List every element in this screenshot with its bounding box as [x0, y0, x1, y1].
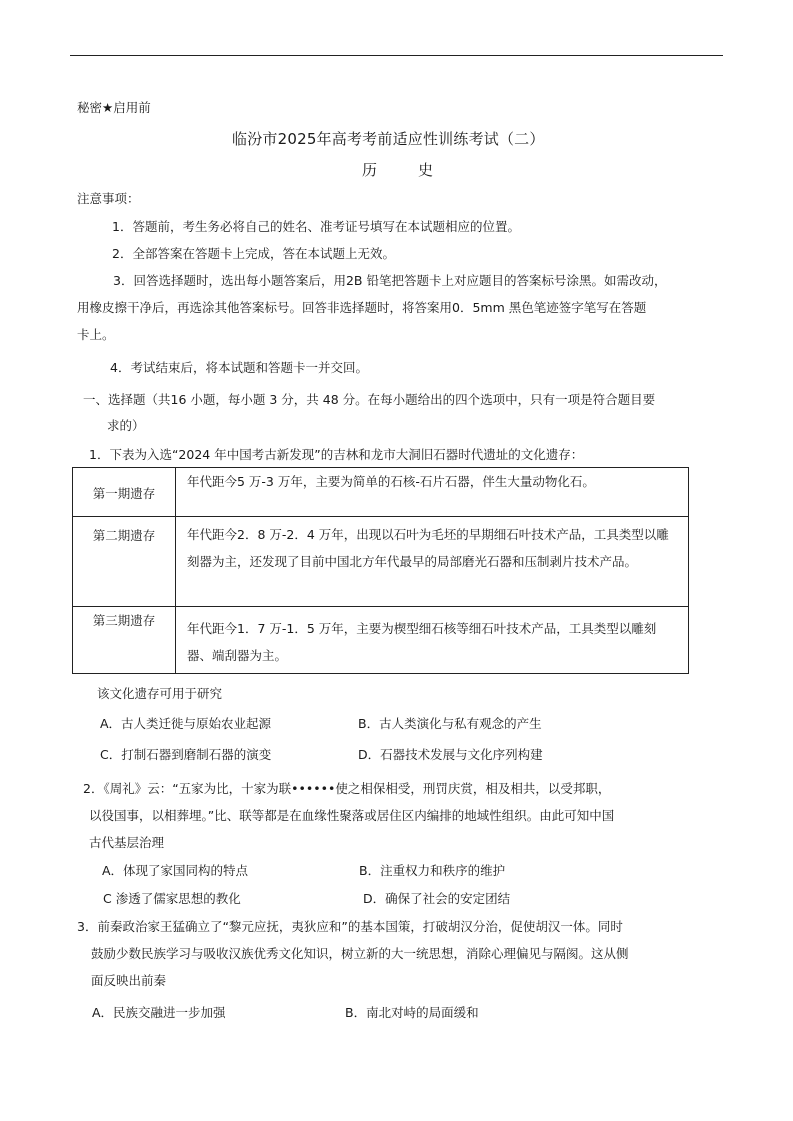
secret-mark: 秘密★启用前	[77, 100, 151, 115]
q1-question: 该文化遗存可用于研究	[97, 686, 223, 701]
q2-option-d: D．确保了社会的安定团结	[363, 891, 511, 906]
desc-cell: 年代距今1．7 万-1．5 万年，主要为楔型细石核等细石叶技术产品，工具类型以雕刻器、端刮器为主。	[176, 607, 689, 674]
note-item-3-line3: 卡上。	[77, 327, 115, 342]
q3-line2: 鼓励少数民族学习与吸收汉族优秀文化知识，树立新的大一统思想，消除心理偏见与隔阂。这从侧	[91, 946, 629, 961]
q3-option-a: A．民族交融进一步加强	[92, 1005, 226, 1020]
q1-option-a: A．古人类迁徙与原始农业起源	[100, 716, 272, 731]
q1-option-c: C．打制石器到磨制石器的演变	[100, 747, 272, 762]
q1-table	[72, 467, 689, 674]
notes-heading: 注意事项：	[77, 191, 140, 206]
period-cell: 第一期遗存	[73, 468, 176, 517]
note-item-1: 1．答题前，考生务必将自己的姓名、准考证号填写在本试题相应的位置。	[112, 219, 520, 234]
section1-heading: 一、选择题（共16 小题，每小题 3 分，共 48 分。在每小题给出的四个选项中，只有一项是符合题目要	[83, 392, 656, 407]
period-cell: 第二期遗存	[73, 517, 176, 607]
q2-line1: 2．《周礼》云：“五家为比，十家为联••••••使之相保相受，刑罚庆赏，相及相共，以受邦职，	[83, 781, 611, 796]
note-item-3-line2: 用橡皮擦干净后，再选涂其他答案标号。回答非选择题时，将答案用0．5mm 黑色笔迹签字笔写在答题	[77, 300, 647, 315]
top-rule	[70, 55, 723, 56]
q3-option-b: B．南北对峙的局面缓和	[345, 1005, 479, 1020]
table-row	[73, 468, 689, 517]
q1-stem: 1．下表为入选“2024 年中国考古新发现”的吉林和龙市大洞旧石器时代遗址的文化遗存：	[89, 447, 584, 462]
section1-heading-cont: 求的）	[107, 418, 145, 433]
q2-line3: 古代基层治理	[89, 835, 165, 850]
q3-line3: 面反映出前秦	[91, 973, 167, 988]
q1-option-d: D．石器技术发展与文化序列构建	[358, 747, 543, 762]
q2-option-b: B．注重权力和秩序的维护	[359, 863, 506, 878]
desc-cell: 年代距今2．8 万-2．4 万年，出现以石叶为毛坯的早期细石叶技术产品，工具类型以雕刻器为主，还发现了目前中国北方年代最早的局部磨光石器和压制剥片技术产品。	[176, 517, 689, 607]
subject-left: 历	[362, 161, 378, 179]
exam-title: 临汾市2025年高考考前适应性训练考试（二）	[232, 130, 545, 148]
q2-line2: 以役国事，以相葬埋。”比、联等都是在血缘性聚落或居住区内编排的地域性组织。由此可知中国	[89, 808, 615, 823]
period-cell: 第三期遗存	[73, 607, 176, 674]
q3-line1: 3．前秦政治家王猛确立了“黎元应抚，夷狄应和”的基本国策，打破胡汉分治，促使胡汉一体。同时	[77, 919, 623, 934]
q2-option-c: C 渗透了儒家思想的教化	[103, 891, 241, 906]
subject-right: 史	[418, 161, 434, 179]
note-item-4: 4．考试结束后，将本试题和答题卡一并交回。	[110, 360, 368, 375]
table-row	[73, 517, 689, 607]
q1-option-b: B．古人类演化与私有观念的产生	[358, 716, 542, 731]
note-item-2: 2．全部答案在答题卡上完成，答在本试题上无效。	[112, 246, 395, 261]
table-row	[73, 607, 689, 674]
note-item-3-line1: 3．回答选择题时，选出每小题答案后，用2B 铅笔把答题卡上对应题目的答案标号涂黑。如需改动，	[113, 273, 667, 288]
desc-cell: 年代距今5 万-3 万年，主要为简单的石核-石片石器，伴生大量动物化石。	[176, 468, 689, 517]
q2-option-a: A．体现了家国同构的特点	[102, 863, 249, 878]
